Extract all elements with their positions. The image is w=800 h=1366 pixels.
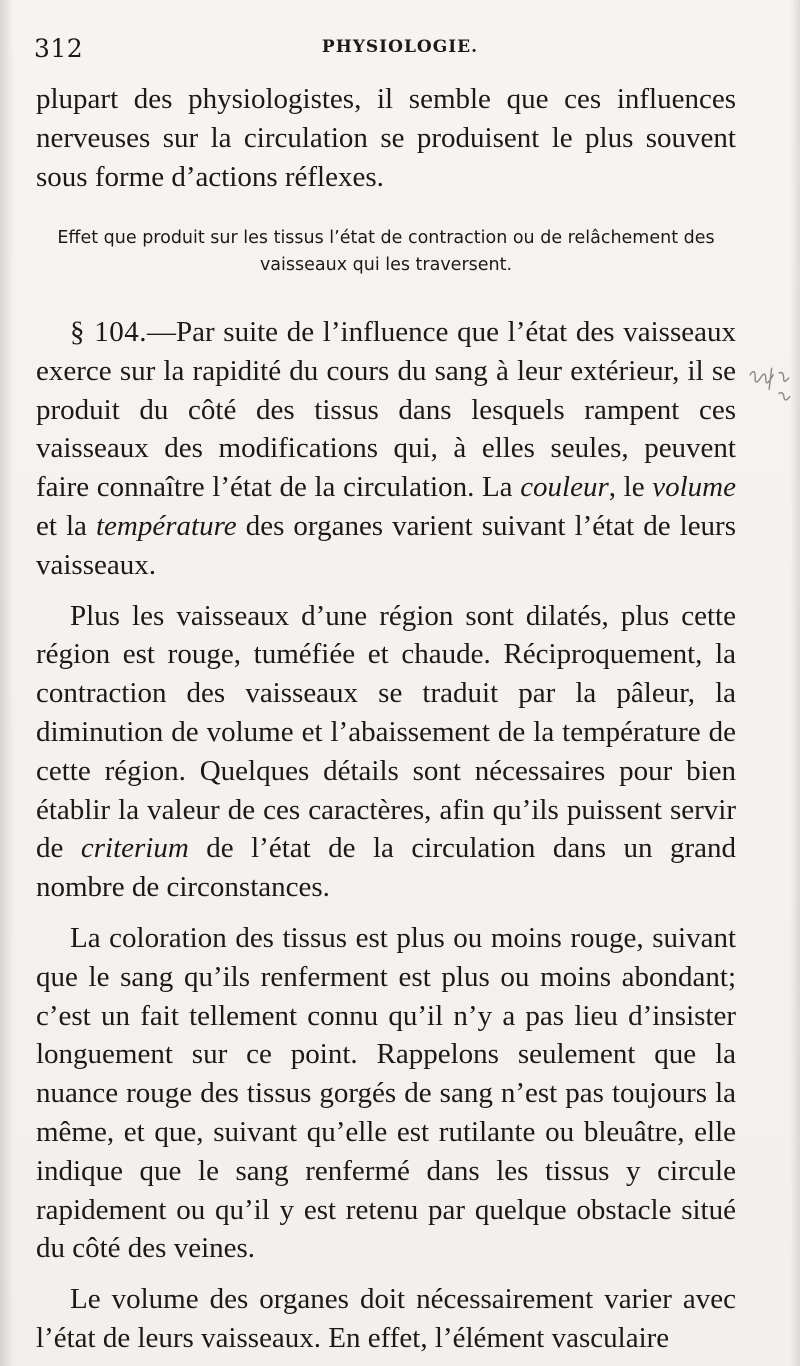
p104-volume: volume bbox=[652, 471, 736, 504]
paragraph-coloration: La coloration des tissus est plus ou moins rouge, suivant que le sang qu’ils renferment est plus ou moins abondant; c’est un fait tellement connu qu’il n’y a pas lieu d’insister longuement sur ce point. Rappelons seulement que la nuance rouge des tissus gorgés de sang n’est pas toujours la même, et que, suivant qu’elle est rutilante ou bleuâtre, elle indique que le sang renfermé dans les tissus y circule rapidement ou qu’il y est retenu par quelque obstacle situé du côté des veines. bbox=[36, 921, 736, 1265]
section-mark: § 104. bbox=[70, 316, 147, 348]
p104-couleur: couleur bbox=[520, 471, 609, 504]
body-text bbox=[36, 313, 736, 1358]
section-sidenote: Effet que produit sur les tissus l’état de contraction ou de relâchement des vaisseaux qui les traversent. bbox=[57, 228, 715, 275]
handwritten-margin-note bbox=[738, 357, 800, 432]
paragraph-dilatation bbox=[36, 597, 736, 907]
page-edge-shadow-left bbox=[0, 0, 14, 1366]
p104-text-a: —Par suite de l’influence que l’état des vaisseaux exerce sur la rapidité du cours du sang à leur extérieur, il se produit du côté des tissus dans lesquels rampent ces vaisseaux des modifications qui, à elles seules, peuvent faire connaître l’état de la circulation. La bbox=[36, 316, 736, 504]
p2-text-b: de l’état de la circulation dans un grand nombre de circonstances. bbox=[36, 832, 737, 904]
p2-criterium: criterium bbox=[80, 832, 189, 865]
paragraph-volume: Le volume des organes doit nécessairement varier avec l’état de leurs vaisseaux. En effet, l’élément vasculaire bbox=[36, 1283, 736, 1354]
page-number: 312 bbox=[34, 34, 84, 63]
p104-text-d: des organes varient suivant l’état de leurs vaisseaux. bbox=[36, 509, 737, 581]
intro-text: plupart des physiologistes, il semble que ces influences nerveuses sur la circulation se produisent le plus souvent sous forme d’actions réflexes. bbox=[36, 83, 736, 193]
running-head: PHYSIOLOGIE. bbox=[321, 37, 479, 57]
p2-text: Plus les vaisseaux d’une région sont dilatés, plus cette région est rouge, tuméfiée et chaude. Réciproquement, la contraction des vaisseaux se traduit par la pâleur, la diminution de volume et l’abaissement de la température de cette région. Quelques détails sont nécessaires pour bien établir la valeur de ces caractères, afin qu’ils puissent servir de bbox=[36, 599, 736, 865]
handwriting-scribble-icon bbox=[739, 357, 800, 427]
p104-text-b: , le bbox=[608, 471, 653, 504]
page-edge-shadow-right bbox=[790, 0, 800, 1366]
paragraph-104 bbox=[36, 313, 736, 585]
intro-paragraph bbox=[36, 80, 736, 196]
p104-text-c: et la bbox=[36, 509, 96, 542]
p104-temperature: température bbox=[95, 509, 237, 542]
